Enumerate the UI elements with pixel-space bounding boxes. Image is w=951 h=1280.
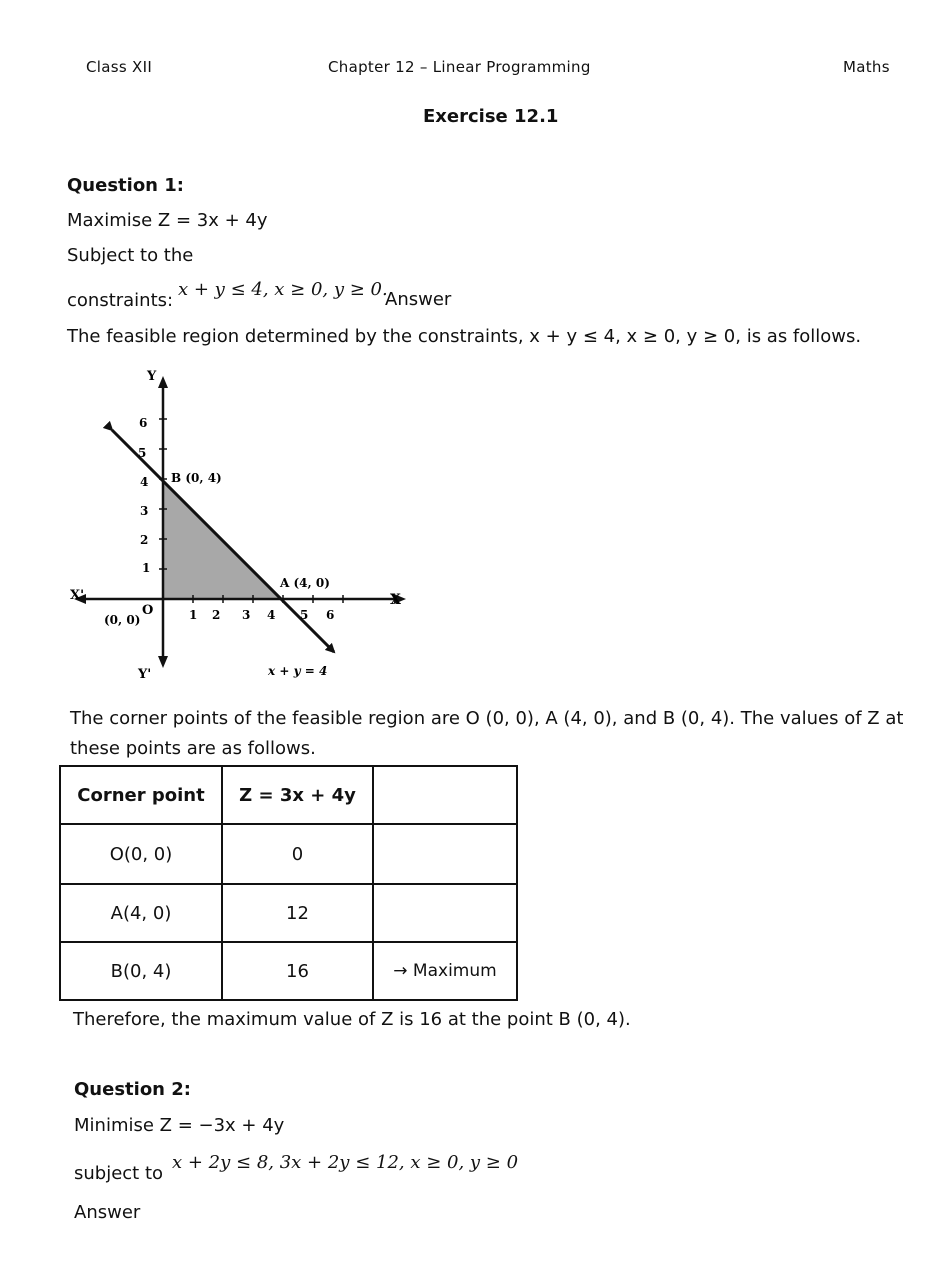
- x-axis-neg-label: X': [70, 588, 85, 603]
- table-row: [60, 942, 517, 1000]
- row-z: 12: [222, 884, 373, 942]
- y-axis-arrow-down: [158, 656, 168, 668]
- exercise-title: Exercise 12.1: [423, 106, 559, 127]
- question-1-subject-line: Subject to the: [67, 245, 194, 266]
- question-1-answer-label: Answer: [385, 289, 452, 310]
- question-1-constraints-label: constraints:: [67, 290, 174, 311]
- header-chapter: Chapter 12 – Linear Programming: [328, 58, 591, 76]
- origin-label: O: [142, 603, 154, 618]
- x-tick-label-6: 6: [326, 608, 335, 622]
- y-tick-label-6: 6: [139, 416, 148, 430]
- question-1-objective: Maximise Z = 3x + 4y: [67, 210, 268, 231]
- conclusion-text: Therefore, the maximum value of Z is 16 at the point B (0, 4).: [73, 1009, 631, 1030]
- header-note: [373, 766, 517, 824]
- point-b-label: B (0, 4): [171, 471, 222, 485]
- question-1-constraints: x + y ≤ 4, x ≥ 0, y ≥ 0.: [178, 279, 388, 300]
- corner-point-table: [59, 765, 518, 1001]
- y-tick-label-5: 5: [138, 446, 147, 460]
- row-note: [373, 824, 517, 884]
- header-z-value: Z = 3x + 4y: [222, 766, 373, 824]
- y-tick-label-3: 3: [140, 504, 149, 518]
- x-axis-label: X: [390, 592, 401, 608]
- row-note: [373, 884, 517, 942]
- x-tick-label-3: 3: [242, 608, 251, 622]
- x-tick-label-2: 2: [212, 608, 221, 622]
- x-tick-label-4: 4: [267, 608, 276, 622]
- header-subject: Maths: [843, 58, 890, 76]
- feasible-region-graph: [60, 362, 410, 692]
- question-2-constraints: x + 2y ≤ 8, 3x + 2y ≤ 12, x ≥ 0, y ≥ 0: [172, 1152, 519, 1173]
- origin-coord: (0, 0): [104, 613, 141, 627]
- y-tick-label-4: 4: [140, 475, 149, 489]
- row-note: → Maximum: [373, 942, 517, 1000]
- header-class: Class XII: [86, 58, 153, 76]
- x-tick-label-5: 5: [300, 608, 309, 622]
- question-1-heading: Question 1:: [67, 175, 184, 196]
- point-a-label: A (4, 0): [280, 576, 330, 590]
- table-row: [60, 884, 517, 942]
- question-2-subject-label: subject to: [74, 1163, 164, 1184]
- feasible-region-intro: The feasible region determined by the constraints, x + y ≤ 4, x ≥ 0, y ≥ 0, is as follows.: [67, 326, 862, 347]
- y-axis-neg-label: Y': [138, 667, 152, 682]
- x-tick-label-1: 1: [189, 608, 198, 622]
- row-z: 16: [222, 942, 373, 1000]
- corner-points-text: The corner points of the feasible region are O (0, 0), A (4, 0), and B (0, 4). The values of Z at these points are as follows.: [70, 708, 904, 759]
- row-point: B(0, 4): [60, 942, 222, 1000]
- y-tick-label-2: 2: [140, 533, 149, 547]
- row-point: O(0, 0): [60, 824, 222, 884]
- table-row: [60, 824, 517, 884]
- constraint-line-label: x + y = 4: [268, 664, 328, 678]
- question-2-heading: Question 2:: [74, 1079, 191, 1100]
- y-tick-label-1: 1: [142, 561, 151, 575]
- y-axis-arrow-up: [158, 376, 168, 388]
- row-point: A(4, 0): [60, 884, 222, 942]
- row-z: 0: [222, 824, 373, 884]
- header-corner-point: Corner point: [60, 766, 222, 824]
- y-axis-label: Y: [147, 369, 157, 384]
- question-2-answer-label: Answer: [74, 1202, 141, 1223]
- question-2-objective: Minimise Z = −3x + 4y: [74, 1115, 285, 1136]
- table-header-row: [60, 766, 517, 824]
